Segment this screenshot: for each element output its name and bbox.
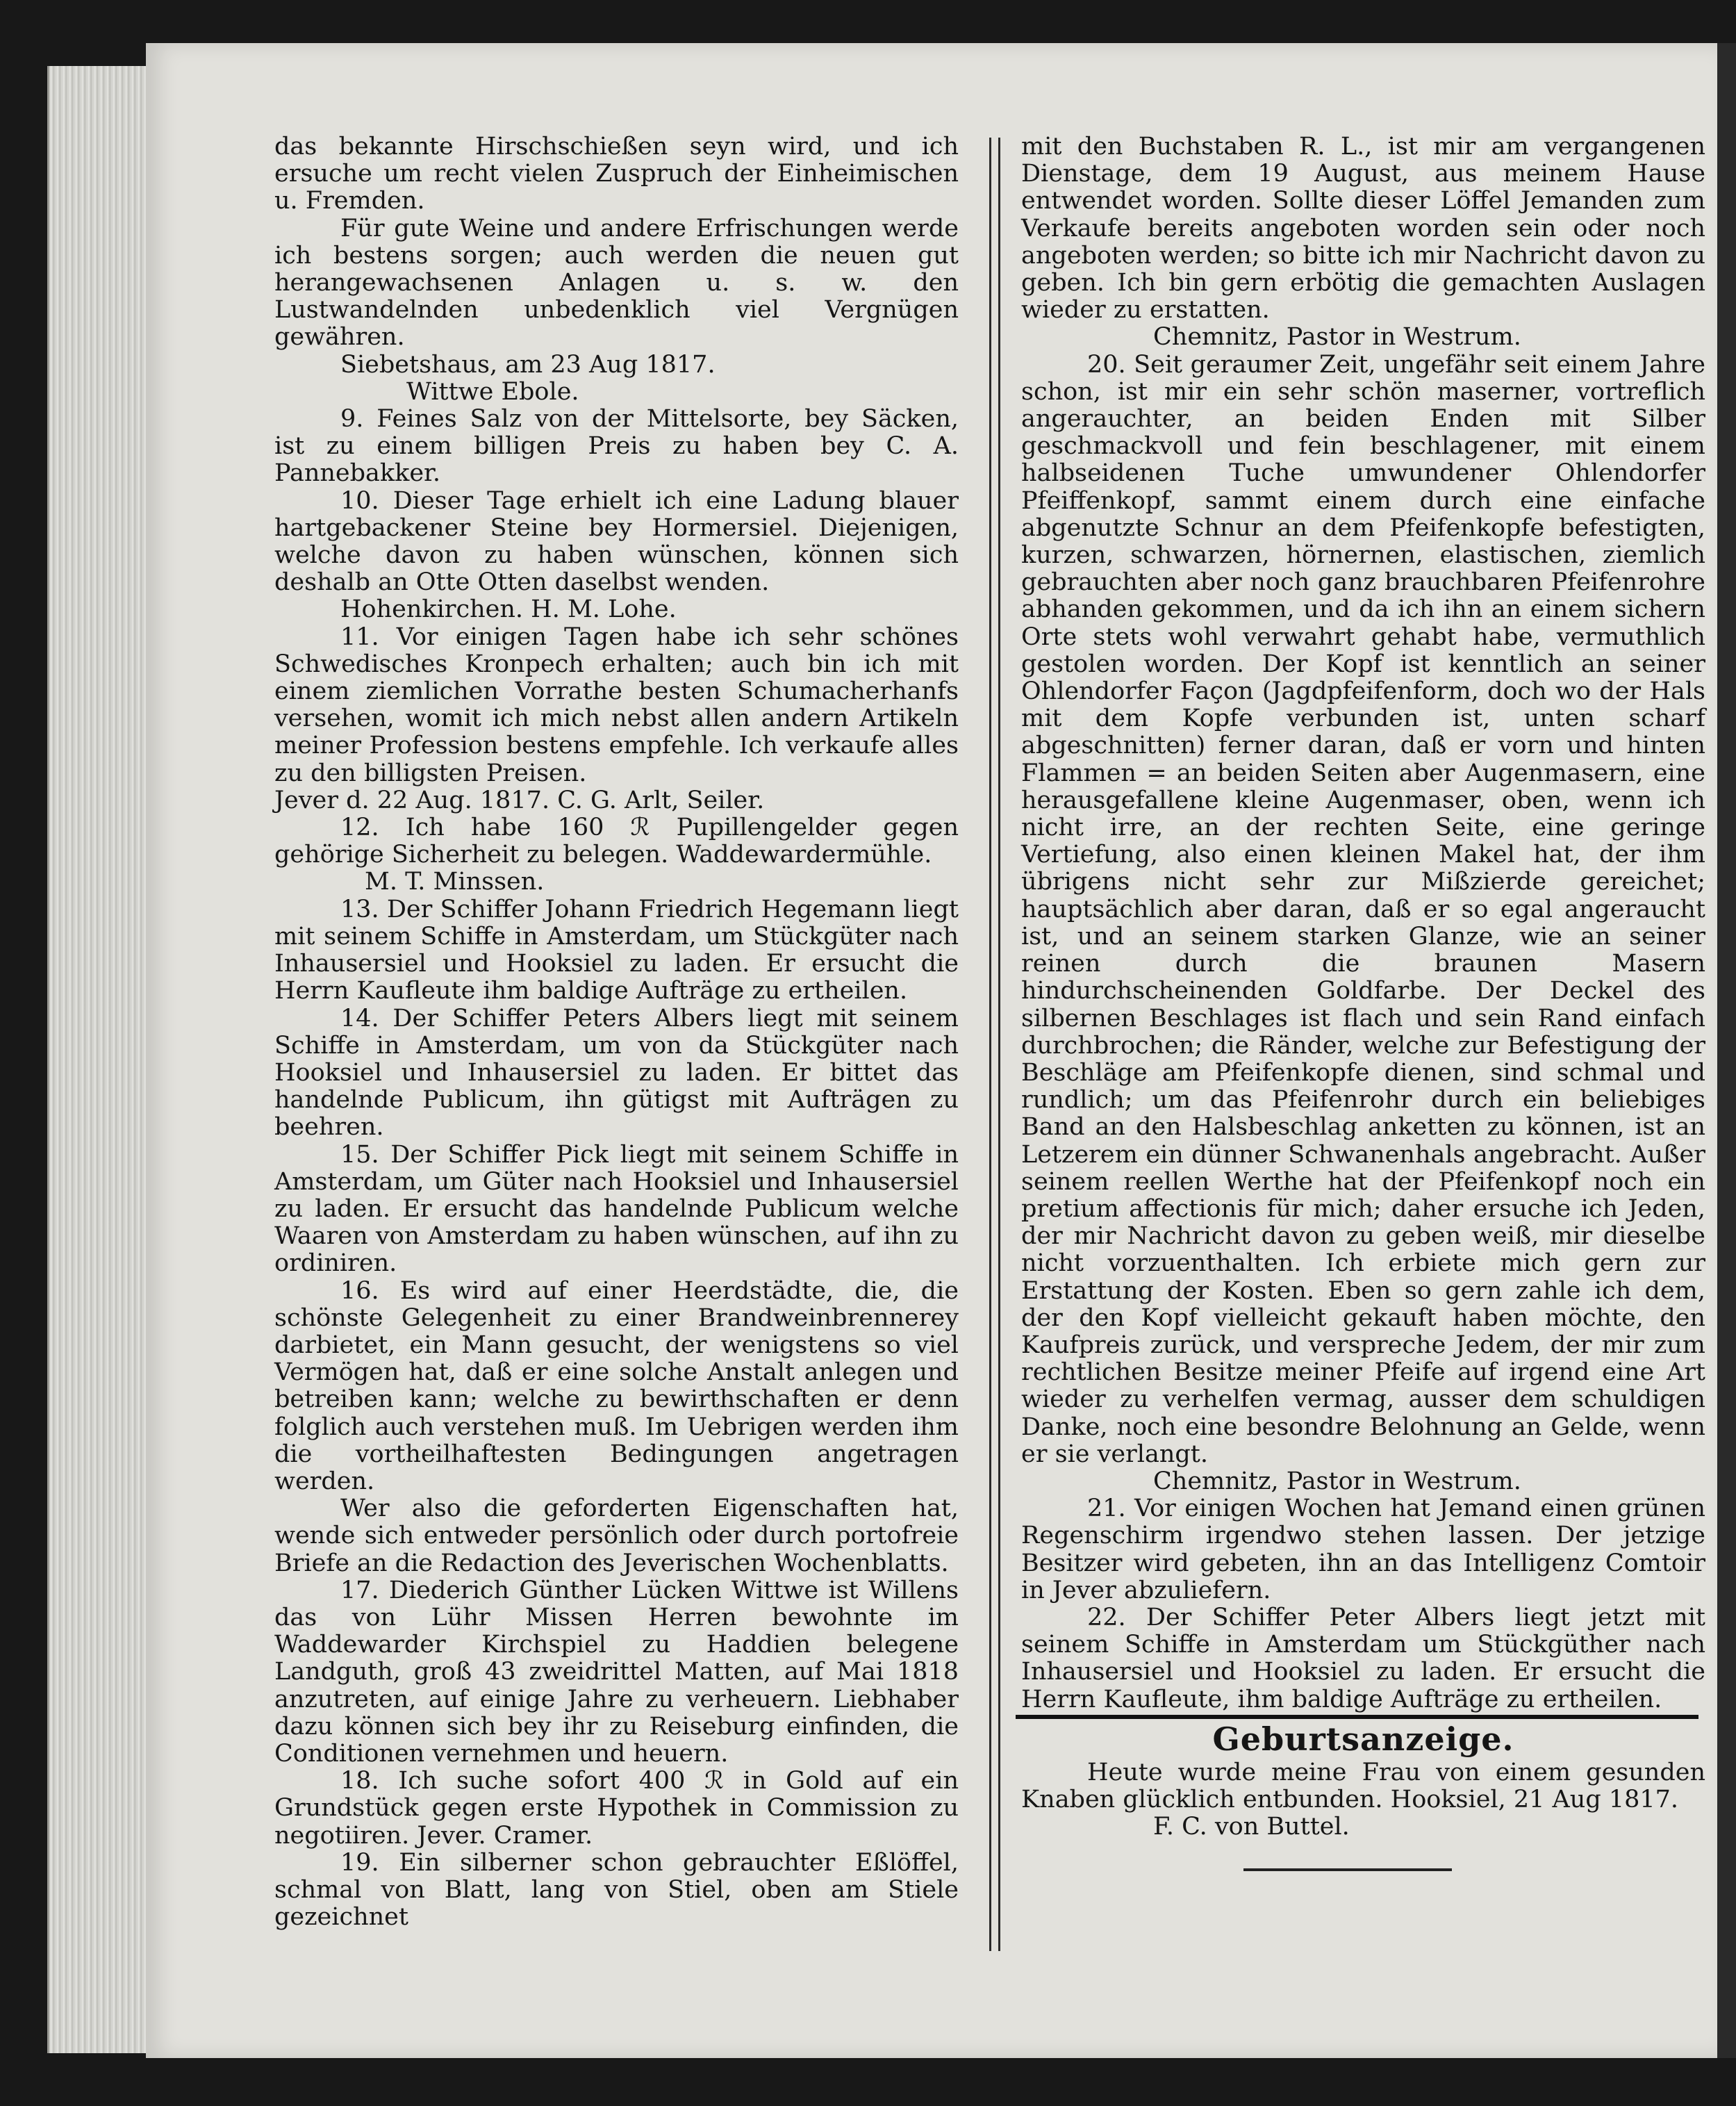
notice-paragraph: mit den Buchstaben R. L., ist mir am vergangenen Dienstage, dem 19 August, aus meinem Hause entwendet worden. Sollte dieser Löffel Jemanden zum Verkaufe bereits angeboten worden sein oder noch angeboten werden; so bitte ich mir Nachricht davon zu geben. Ich bin gern erbötig die gemachten Auslagen wieder zu erstatten. <box>1021 133 1705 324</box>
scan-border <box>1717 43 1736 2058</box>
notice-paragraph: 9. Feines Salz von der Mittelsorte, bey Säcken, ist zu einem billigen Preis zu haben bey C. A. Pannebakker. <box>274 405 959 488</box>
birth-notice-heading: Geburtsanzeige. <box>1212 1720 1514 1758</box>
notice-paragraph: Für gute Weine und andere Erfrischungen werde ich bestens sorgen; auch werden die neuen gut herangewachsenen Anlagen u. s. w. den Lustwandelnden unbedenklich viel Vergnügen gewähren. <box>274 214 959 352</box>
notice-paragraph: 20. Seit geraumer Zeit, ungefähr seit einem Jahre schon, ist mir ein sehr schön maserner, vortreflich angerauchter, an beiden Enden mit Silber geschmackvoll und fein beschlagener, mit einem halbseidenen Tuche umwundener Ohlendorfer Pfeiffenkopf, sammt einem durch eine einfache abgenutzte Schnur an dem Pfeifenkopfe befestigten, kurzen, schwarzen, hörnernen, elastischen, ziemlich gebrauchten aber noch ganz brauchbaren Pfeifenrohre abhanden gekommen, und da ich ihn an einem sichern Orte stets wohl verwahrt gehabt habe, vermuthlich gestolen worden. Der Kopf ist kenntlich an seiner Ohlendorfer Façon (Jagdpfeifenform, doch wo der Hals mit dem Kopfe verbunden ist, unten scharf abgeschnitten) ferner daran, daß er vorn und hinten Flammen = an beiden Seiten aber Augenmasern, eine herausgefallene kleine Augenmaser, oben, wenn ich nicht irre, an der rechten Seite, eine geringe Vertiefung, also einen kleinen Makel hat, der ihm übrigens nicht sehr zur Mißzierde gereichet; hauptsächlich aber daran, daß er so egal angeraucht ist, und an seinem starken Glanze, wie an seiner reinen durch die braunen Masern hindurchscheinenden Goldfarbe. Der Deckel des silbernen Beschlages ist flach und sein Rand einfach durchbrochen; die Ränder, welche zur Befestigung der Beschläge am Pfeifenkopfe dienen, sind schmal und rundlich; um das Pfeifenrohr durch ein beliebiges Band an den Halsbeschlag anketten zu können, ist an Letzerem ein dünner Schwanenhals angebracht. Außer seinem reellen Werthe hat der Pfeifenkopf noch ein pretium affectionis für mich; daher ersuche ich Jeden, der mir Nachricht davon zu geben weiß, mir dieselbe nicht vorzuenthalten. Ich erbiete mich gern zur Erstattung der Kosten. Eben so gern zahle ich dem, der den Kopf vielleicht gekauft haben möchte, den Kaufpreis zurück, und verspreche Jedem, der mir zum rechtlichen Besitze meiner Pfeife auf irgend eine Art wieder zu verhelfen vermag, ausser dem schuldigen Danke, noch eine besondre Belohnung an Gelde, wenn er sie verlangt. <box>1021 350 1705 1468</box>
notice-paragraph: Wer also die geforderten Eigenschaften hat, wende sich entweder persönlich oder durch portofreie Briefe an die Redaction des Jeverischen Wochenblatts. <box>274 1495 959 1577</box>
notice-paragraph: Hohenkirchen. H. M. Lohe. <box>340 595 677 624</box>
notice-paragraph: 10. Dieser Tage erhielt ich eine Ladung blauer hartgebackener Steine bey Hormersiel. Diejenigen, welche davon zu haben wünschen, können sich deshalb an Otte Otten daselbst wenden. <box>274 486 959 597</box>
column-divider <box>989 138 1000 1951</box>
right-column-notices <box>1021 133 1705 1713</box>
birth-notice-signature: F. C. von Buttel. <box>1153 1813 1350 1841</box>
notice-paragraph: 13. Der Schiffer Johann Friedrich Hegemann liegt mit seinem Schiffe in Amsterdam, um Stückgüter nach Inhausersiel und Hooksiel zu laden. Er ersucht die Herrn Kaufleute ihm baldige Aufträge zu ertheilen. <box>274 895 959 1005</box>
page-stack-edge <box>47 66 154 2053</box>
notice-paragraph: 15. Der Schiffer Pick liegt mit seinem Schiffe in Amsterdam, um Güter nach Hooksiel und Inhausersiel zu laden. Er ersucht das handelnde Publicum welche Waaren von Amsterdam zu haben wünschen, auf ihn zu ordiniren. <box>274 1140 959 1278</box>
notice-paragraph: 17. Diederich Günther Lücken Wittwe ist Willens das von Lühr Missen Herren bewohnte im Waddewarder Kirchspiel zu Haddien belegene Landguth, groß 43 zweidrittel Matten, auf Mai 1818 anzutreten, auf einige Jahre zu verheuern. Liebhaber dazu können sich bey ihr zu Reiseburg einfinden, die Conditionen vernehmen und heuern. <box>274 1576 959 1768</box>
notice-paragraph: 18. Ich suche sofort 400 ℛ in Gold auf ein Grundstück gegen erste Hypothek in Commission zu negotiiren. Jever. Cramer. <box>274 1767 959 1850</box>
notice-paragraph: 19. Ein silberner schon gebrauchter Eßlöffel, schmal von Blatt, lang von Stiel, oben am Stiele gezeichnet <box>274 1848 959 1932</box>
notice-paragraph: Jever d. 22 Aug. 1817. C. G. Arlt, Seiler. <box>274 786 765 814</box>
right-column <box>1021 133 1705 1871</box>
birth-notice-text: Heute wurde meine Frau von einem gesunden Knaben glücklich entbunden. Hooksiel, 21 Aug 1817. <box>1021 1758 1705 1813</box>
end-rule <box>1243 1868 1452 1871</box>
notice-paragraph: Wittwe Ebole. <box>406 377 579 406</box>
notice-paragraph: 14. Der Schiffer Peters Albers liegt mit seinem Schiffe in Amsterdam, um von da Stückgüter nach Hooksiel und Inhausersiel zu laden. Er bittet das handelnde Publicum, ihn gütigst mit Aufträgen zu beehren. <box>274 1004 959 1142</box>
notice-paragraph: 16. Es wird auf einer Heerdstädte, die, die schönste Gelegenheit zu einer Brandweinbrennerey darbietet, ein Mann gesucht, der wenigstens so viel Vermögen hat, daß er eine solche Anstalt anlegen und betreiben kann; welche zu bewirthschaften er denn folglich auch verstehen muß. Im Uebrigen werden ihm die vortheilhaftesten Bedingungen angetragen werden. <box>274 1276 959 1495</box>
notice-paragraph: 11. Vor einigen Tagen habe ich sehr schönes Schwedisches Kronpech erhalten; auch bin ich mit einem ziemlichen Vorrathe besten Schumacherhanfs versehen, womit ich mich nebst allen andern Artikeln meiner Profession bestens empfehle. Ich verkaufe alles zu den billigsten Preisen. <box>274 623 959 787</box>
notice-paragraph: Chemnitz, Pastor in Westrum. <box>1153 323 1521 352</box>
notice-paragraph: Siebetshaus, am 23 Aug 1817. <box>340 350 716 379</box>
notice-paragraph: 22. Der Schiffer Peter Albers liegt jetzt mit seinem Schiffe in Amsterdam um Stückgüther nach Inhausersiel und Hooksiel zu laden. Er ersucht die Herrn Kaufleute, ihm baldige Aufträge zu ertheilen. <box>1021 1603 1705 1713</box>
left-column <box>274 133 959 1931</box>
notice-paragraph: 12. Ich habe 160 ℛ Pupillengelder gegen gehörige Sicherheit zu belegen. Waddewardermühle. <box>274 814 959 869</box>
notice-paragraph: 21. Vor einigen Wochen hat Jemand einen grünen Regenschirm irgendwo stehen lassen. Der jetzige Besitzer wird gebeten, ihn an das Intelligenz Comtoir in Jever abzuliefern. <box>1021 1495 1705 1604</box>
notice-paragraph: M. T. Minssen. <box>365 868 545 896</box>
notice-paragraph: Chemnitz, Pastor in Westrum. <box>1153 1467 1521 1495</box>
notice-paragraph: das bekannte Hirschschießen seyn wird, und ich ersuche um recht vielen Zuspruch der Einheimischen u. Fremden. <box>274 133 959 215</box>
